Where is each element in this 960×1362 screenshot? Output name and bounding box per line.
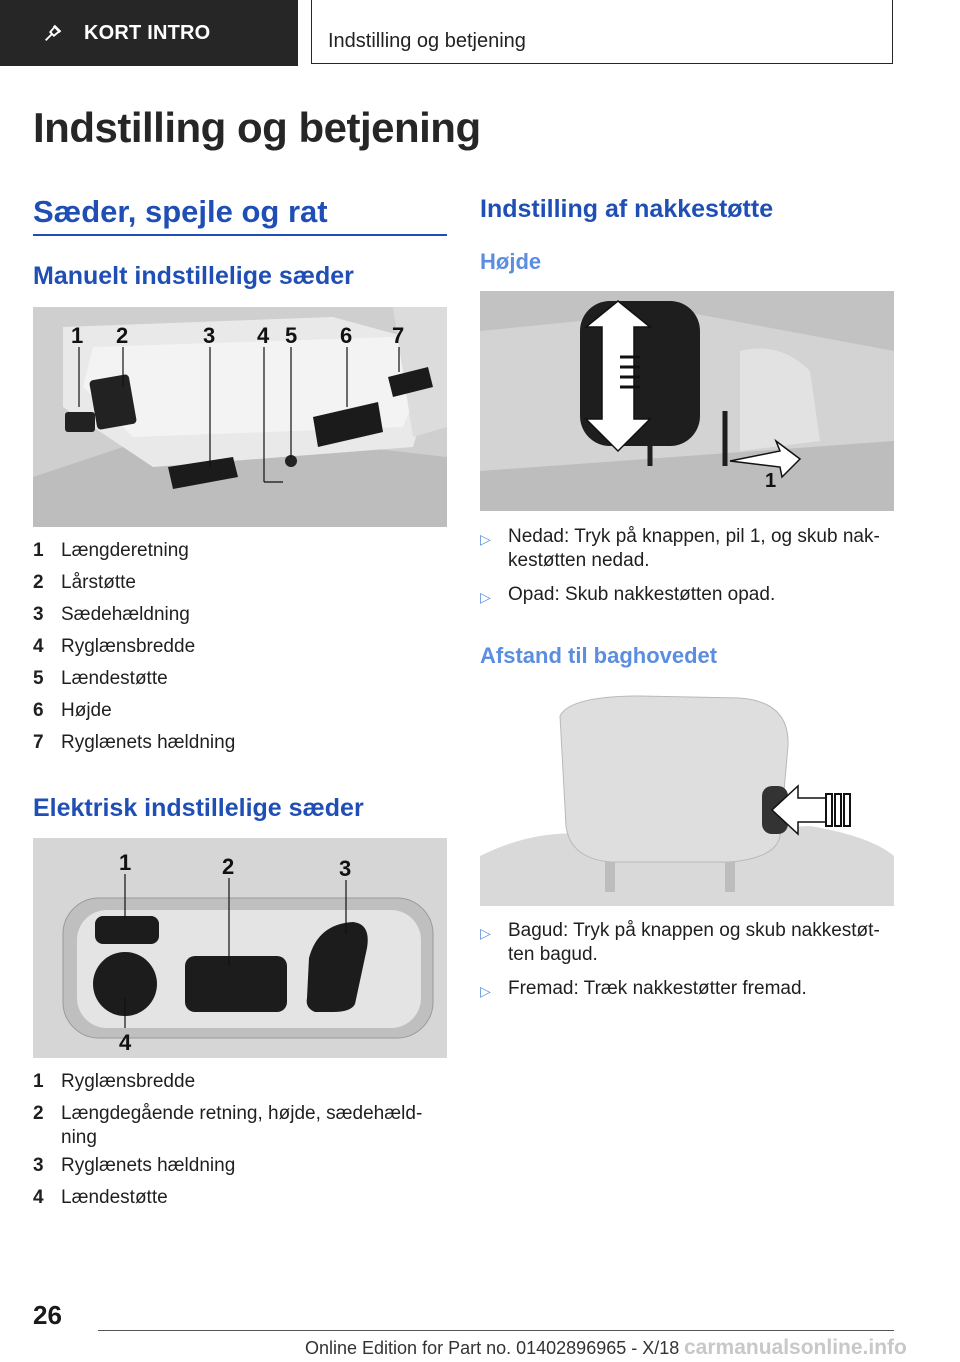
triangle-bullet-icon: ▷ [480,983,491,999]
pin-icon [42,22,64,44]
list-item: ▷ Nedad: Tryk på knappen, pil 1, og skub nakkestøtten nedad. [480,526,880,571]
list-item: 2 Lårstøtte [33,572,136,593]
list-item: 3 Ryglænets hældning [33,1155,236,1176]
headrest-distance-illustration [480,686,894,906]
list-item: 2 Længdegående retning, højde, sædehældning [33,1103,423,1148]
electric-callout-1: 1 [119,850,132,875]
electric-callout-3: 3 [339,856,352,881]
page-title: Indstilling og betjening [33,104,481,151]
triangle-bullet-icon: ▷ [480,589,491,605]
list-item: 4 Lændestøtte [33,1187,168,1208]
heading-manual-seats: Manuelt indstillelige sæder [33,262,354,290]
manual-seat-illustration [33,307,447,527]
manual-callout-4: 4 [257,323,270,348]
list-item: 3 Sædehældning [33,604,190,625]
list-item: 5 Lændestøtte [33,668,168,689]
triangle-bullet-icon: ▷ [480,925,491,941]
manual-callout-5: 5 [285,323,298,348]
heading-electric-seats: Elektrisk indstillelige sæder [33,794,364,822]
section-title-headrest: Indstilling af nakkestøtte [480,195,774,223]
manual-callout-2: 2 [116,323,129,348]
list-item: 7 Ryglænets hældning [33,732,236,753]
manual-seat-legend [33,535,447,759]
distance-bullets [480,919,880,1013]
list-item: ▷ Fremad: Træk nakkestøtter fremad. [480,977,880,1003]
electric-callout-2: 2 [222,854,235,879]
heading-distance: Afstand til baghovedet [480,643,718,668]
list-item: 1 Ryglænsbredde [33,1071,196,1092]
manual-callout-1: 1 [71,323,84,348]
section-divider [33,234,447,236]
heading-height: Højde [480,249,542,274]
header-tab-label: KORT INTRO [84,21,211,44]
list-item: ▷ Opad: Skub nakkestøtten opad. [480,583,880,609]
electric-seat-illustration [33,838,447,1058]
triangle-bullet-icon: ▷ [480,531,491,547]
manual-callout-6: 6 [340,323,353,348]
list-item: 6 Højde [33,700,112,721]
footer-divider [98,1330,894,1331]
watermark: carmanualsonline.info [684,1336,907,1359]
headrest-height-illustration [480,291,894,511]
header-tab-kort-intro[interactable] [0,0,298,66]
height-bullets [480,525,880,619]
list-item: ▷ Bagud: Tryk på knappen og skub nakkestøtten bagud. [480,920,880,965]
list-item: 1 Længderetning [33,540,189,561]
page-number: 26 [33,1300,62,1330]
height-callout-1: 1 [765,470,777,492]
electric-seat-legend [33,1066,447,1214]
manual-callout-3: 3 [203,323,216,348]
footer-edition: Online Edition for Part no. 01402896965 - X/18 [305,1338,680,1358]
manual-callout-7: 7 [392,323,405,348]
header-section-tab[interactable]: Indstilling og betjening [311,0,893,64]
electric-callout-4: 4 [119,1030,132,1055]
section-title-seats: Sæder, spejle og rat [33,194,328,229]
list-item: 4 Ryglænsbredde [33,636,196,657]
